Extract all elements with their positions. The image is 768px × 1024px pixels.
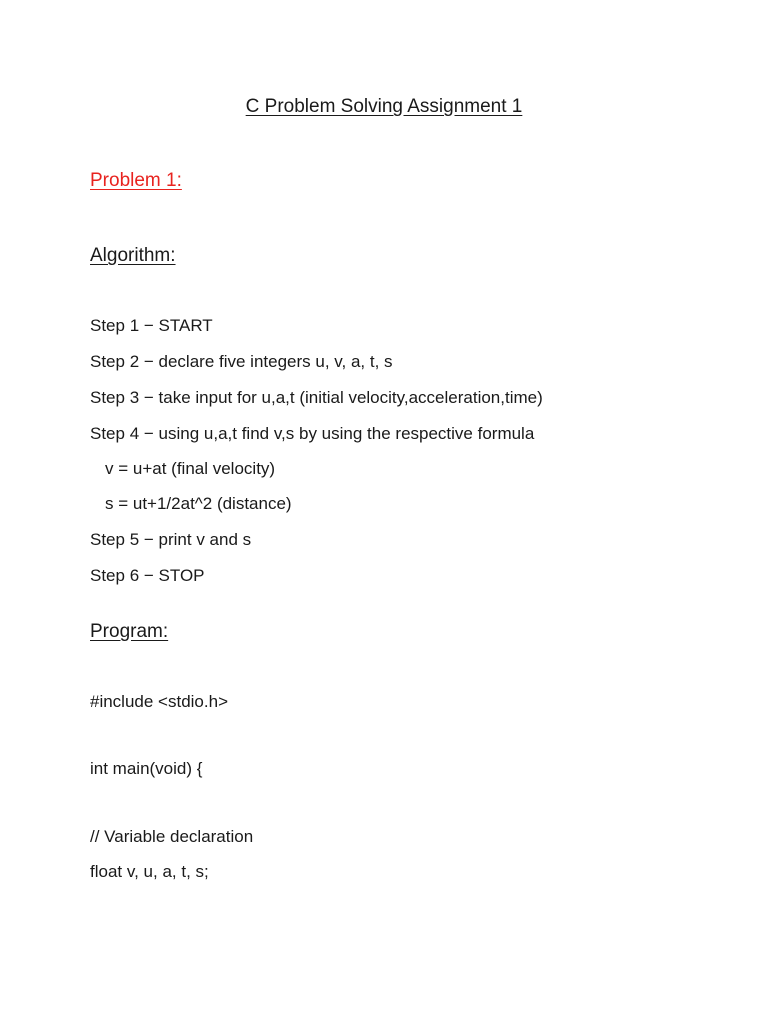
algorithm-heading: Algorithm: [90, 245, 176, 266]
algorithm-step-2: Step 2 − declare five integers u, v, a, t, s [90, 352, 393, 371]
code-line-declaration: float v, u, a, t, s; [90, 862, 209, 881]
algorithm-step-1: Step 1 − START [90, 316, 213, 335]
algorithm-step-3: Step 3 − take input for u,a,t (initial velocity,acceleration,time) [90, 388, 543, 407]
program-heading: Program: [90, 621, 169, 642]
code-line-comment: // Variable declaration [90, 827, 254, 846]
document-title: C Problem Solving Assignment 1 [245, 96, 523, 117]
document-title-container [0, 94, 768, 120]
algorithm-step-5: Step 5 − print v and s [90, 530, 252, 549]
algorithm-step-6: Step 6 − STOP [90, 566, 205, 585]
algorithm-step-4: Step 4 − using u,a,t find v,s by using the respective formula [90, 424, 535, 443]
code-line-main: int main(void) { [90, 759, 203, 778]
problem-heading: Problem 1: [90, 170, 182, 191]
code-line-include: #include <stdio.h> [90, 692, 228, 711]
formula-final-velocity: v = u+at (final velocity) [105, 459, 276, 478]
formula-distance: s = ut+1/2at^2 (distance) [105, 494, 292, 513]
